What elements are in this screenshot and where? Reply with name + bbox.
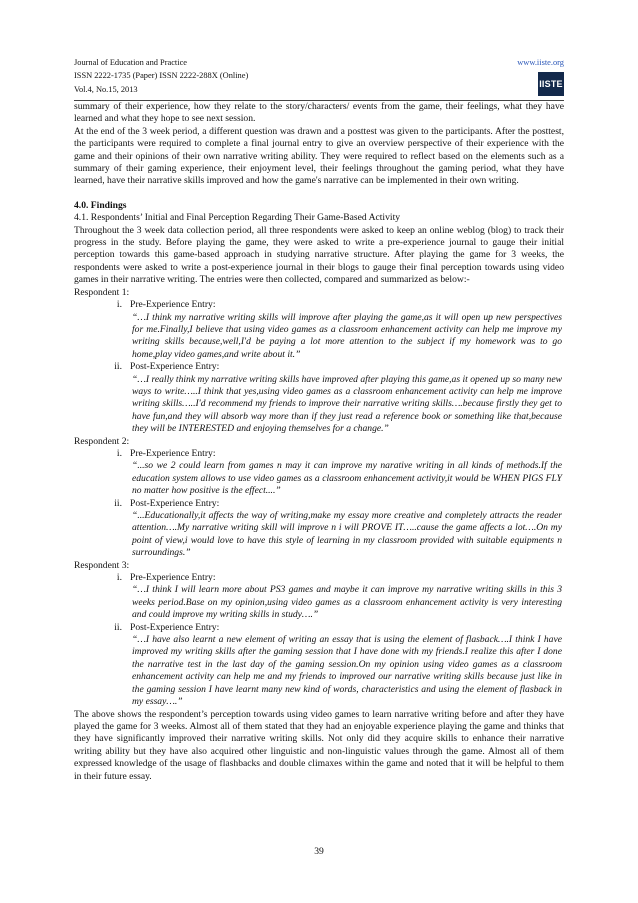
entry-quote: “…I think I will learn more about PS3 games and maybe it can improve my narrative writing skills in this 3 weeks period.Base on my opinion,using video games as a classroom enhancement activity is very interesting and could improve my writing skills in study….” (132, 584, 562, 621)
respondent-label: Respondent 2: (74, 435, 130, 447)
subsection-heading: 4.1. Respondents’ Initial and Final Perception Regarding Their Game-Based Activity (74, 212, 401, 224)
intro-paragraph-2: At the end of the 3 week period, a different question was drawn and a posttest was given to the participants. After the posttest, the participants were required to complete a final journal entry to give an overview perspective of their experience with the game and their opinions of their own narrative writing ability. They were required to reflect based on the elements such as a summary of their gaming experience, their enjoyment level, their feelings throughout the gaming period, what they have learned, have their narrative skills improved and how the game's narrative can be implemented in their own writing. (74, 125, 564, 187)
entry-quote: “...so we 2 could learn from games n may it can improve my narative writing in all kinds of methods.If the education system allows to use video games as a classroom enhancement activity,it would be WHEN PIGS FLY no matter how positive is the effect....” (132, 460, 562, 497)
entry-number: ii. (114, 361, 122, 373)
list-item (74, 448, 564, 498)
list-item (74, 361, 564, 435)
journal-url-link[interactable]: www.iiste.org (517, 58, 564, 67)
page-header (74, 56, 564, 96)
entry-title: Post-Experience Entry: (130, 621, 220, 633)
entry-quote: “…I really think my narrative writing skills have improved after playing this game,as it opened up so many new ways to write…..I think that yes,using video games as a classroom enhancement activity can help me improve writing skills…..I'd recommend my friends to improve their narrative writing skills….because firstly they get to have fun,and they will absorb way more than if they just read a reference book or something like that,because they will be INTERESTED and enjoying themselves for a change.” (132, 373, 562, 435)
entry-title: Post-Experience Entry: (130, 361, 220, 373)
page-number: 39 (314, 846, 324, 857)
entry-number: i. (116, 299, 122, 311)
list-item (74, 622, 564, 709)
list-item (74, 572, 564, 622)
volume-line: Vol.4, No.15, 2013 (74, 84, 138, 94)
findings-paragraph: Throughout the 3 week data collection period, all three respondents were asked to keep an online weblog (blog) to track their progress in the study. Before playing the game, they were asked to write a pre-experience journal to gauge their initial perception towards this game-based approach in studying narrative structure. After playing the game for 3 weeks, the respondents were asked to write a post-experience journal in their blogs to gauge their final perception towards using video games in their narrative writing. The entries were then collected, compared and summarized as below:- (74, 224, 564, 286)
entry-title: Pre-Experience Entry: (130, 299, 216, 311)
list-item (74, 498, 564, 560)
entry-quote: “…I think my narrative writing skills will improve after playing the game,as it will open up new perspectives for me.Finally,I believe that using video games as a classroom enhancement activity can help me improve my writing skills because,well,I'd be paying a lot more attention to the subject if my homework was to go home,play video games,and write about it.” (132, 311, 562, 360)
respondent-label: Respondent 1: (74, 286, 130, 298)
list-item (74, 299, 564, 361)
iiste-logo-icon: IISTE (538, 72, 564, 96)
conclusion-paragraph: The above shows the respondent’s perception towards using video games to learn narrative writing before and after they have played the game for 3 weeks. Almost all of them stated that they had an enjoyable experience playing the game and thinks that they have significantly improved their narrative writing skills. Not only did they acquire skills to enhance their narrative writing ability but they have also acquired other linguistic and non-linguistic values through the game. Almost all of them expressed knowledge of the usage of flashbacks and double climaxes within the game and noted that it will be helpful to them in their future essay. (74, 708, 564, 782)
entry-number: i. (116, 447, 122, 459)
intro-paragraph-1: summary of their experience, how they relate to the story/characters/ events from the game, their feelings, what they have learned and what they hope to see next session. (74, 101, 564, 125)
entry-number: i. (116, 572, 122, 584)
journal-title: Journal of Education and Practice (74, 58, 188, 67)
section-heading: 4.0. Findings (74, 199, 127, 211)
entry-quote: “…I have also learnt a new element of writing an essay that is using the element of flasback….I think I have improved my writing skills after the gaming session that I have done with my friends.I realize this after I done the narrative test in the last day of the gaming session.On my opinion using video games as a classroom enhancement activity can help me and my friends to improved our narrative writing skills because just like in the gaming session I have learnt many new kind of words, characteristics and using the element of flasback in my essay….” (132, 634, 562, 708)
entry-title: Pre-Experience Entry: (130, 447, 216, 459)
entry-title: Post-Experience Entry: (130, 497, 220, 509)
issn-line: ISSN 2222-1735 (Paper) ISSN 2222-288X (Online) (74, 71, 249, 81)
article-body (74, 101, 564, 783)
entry-number: ii. (114, 497, 122, 509)
entry-quote: “...Educationally,it affects the way of writing,make my essay more creative and completely attracts the reader attention….My narrative writing skill will improve n i will PROVE IT…..cause the game affects a lot….On my point of view,i would love to have this style of learning in my classroom provided with suitable equipments n surroundings.” (132, 510, 562, 559)
entry-title: Pre-Experience Entry: (130, 572, 216, 584)
respondent-label: Respondent 3: (74, 559, 130, 571)
entry-number: ii. (114, 621, 122, 633)
